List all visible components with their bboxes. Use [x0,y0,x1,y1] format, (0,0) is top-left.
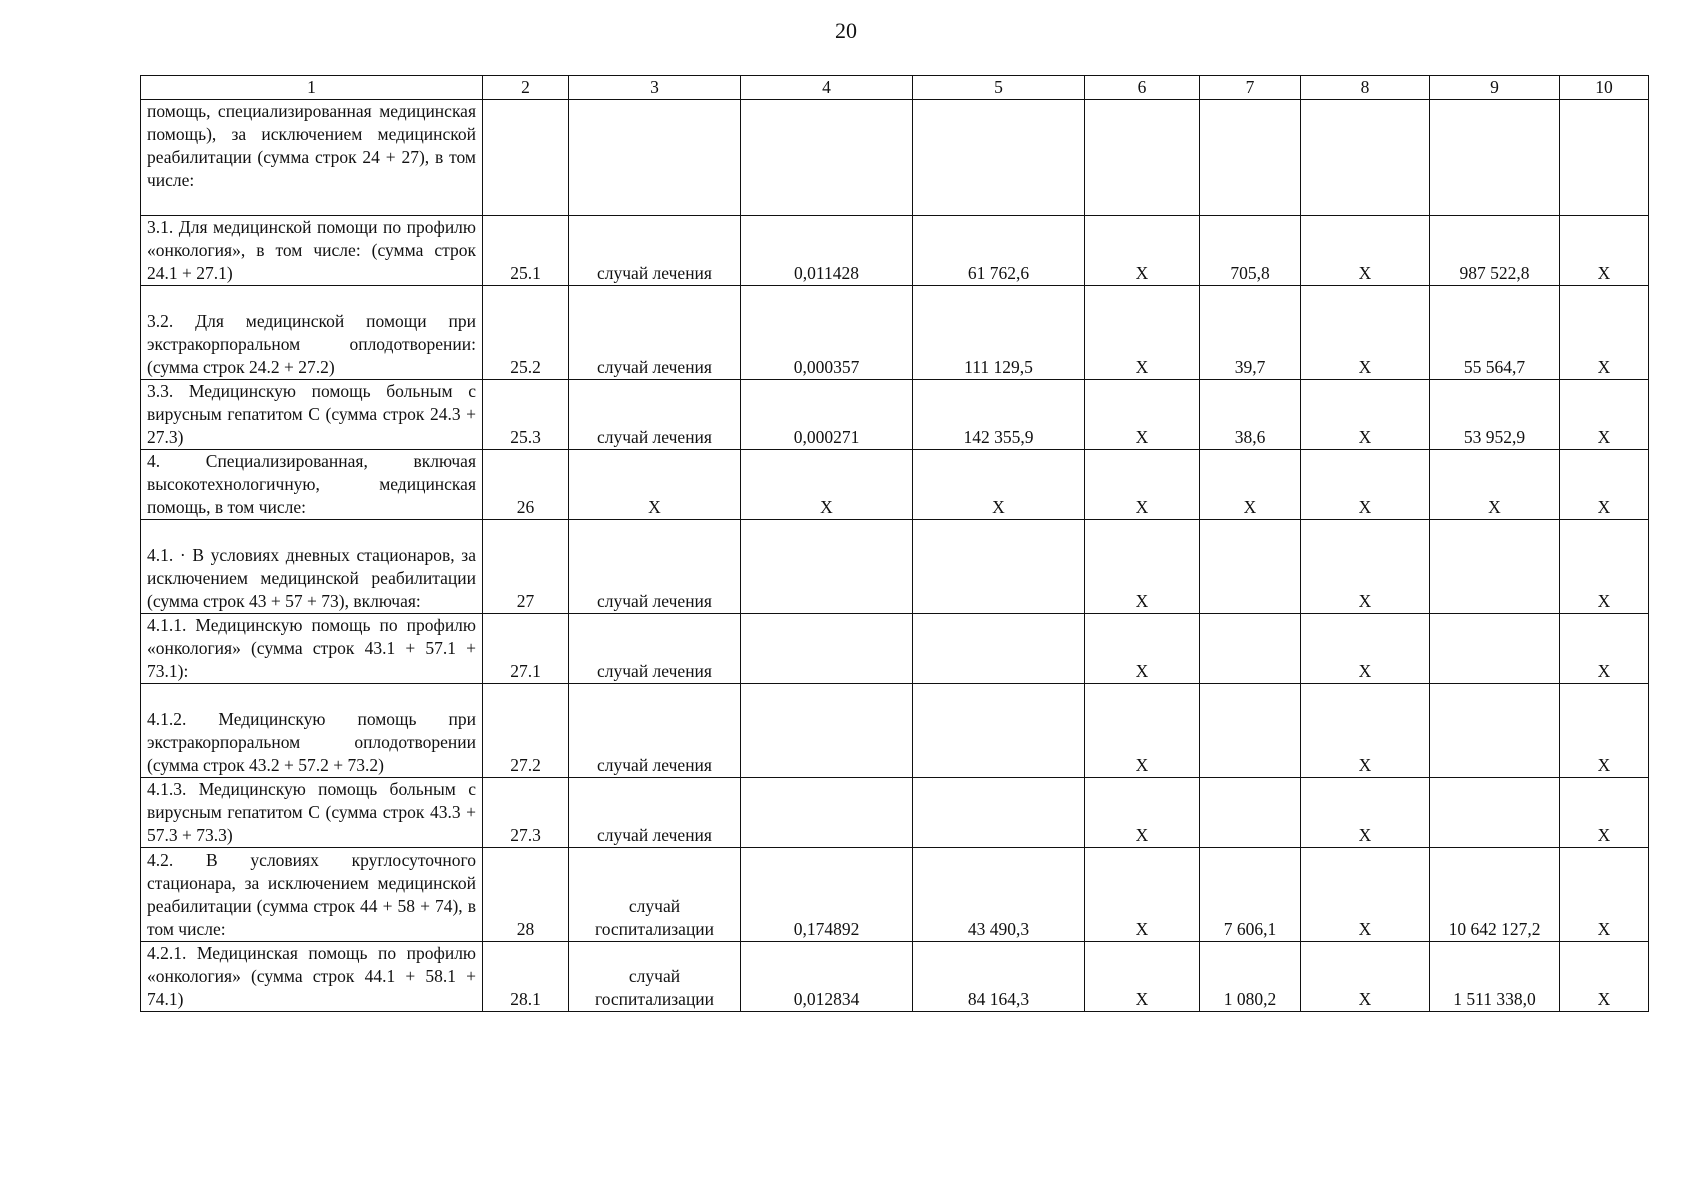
table-row [141,942,1649,1012]
row-col10: X [1560,520,1649,614]
column-header: 8 [1301,76,1430,100]
row-norm: 0,012834 [741,942,913,1012]
row-col10: X [1560,778,1649,848]
row-col9: X [1430,450,1560,520]
row-col7: X [1200,450,1301,520]
row-col9 [1430,684,1560,778]
row-col8: X [1301,380,1430,450]
column-header: 3 [569,76,741,100]
row-norm [741,520,913,614]
row-col7 [1200,520,1301,614]
row-col9: 10 642 127,2 [1430,848,1560,942]
row-col10: X [1560,216,1649,286]
row-description: 3.3. Медицинскую помощь больным с вирусным гепатитом С (сумма строк 24.3 + 27.3) [141,380,483,450]
row-description: 3.1. Для медицинской помощи по профилю «онкология», в том числе: (сумма строк 24.1 + 27.1) [141,216,483,286]
row-col10 [1560,100,1649,216]
row-line-number: 27.2 [483,684,569,778]
row-description: 4.2.1. Медицинская помощь по профилю «онкология» (сумма строк 44.1 + 58.1 + 74.1) [141,942,483,1012]
row-col8: X [1301,684,1430,778]
column-header: 10 [1560,76,1649,100]
row-col8: X [1301,942,1430,1012]
row-col8: X [1301,286,1430,380]
row-col9 [1430,100,1560,216]
row-col6: X [1085,848,1200,942]
row-col7: 7 606,1 [1200,848,1301,942]
row-cost: 84 164,3 [913,942,1085,1012]
row-col9: 987 522,8 [1430,216,1560,286]
row-description: 4.1.2. Медицинскую помощь при экстракорпоральном оплодотворении (сумма строк 43.2 + 57.2 + 73.2) [141,684,483,778]
row-col10: X [1560,942,1649,1012]
row-col7 [1200,614,1301,684]
row-col10: X [1560,380,1649,450]
row-unit: случай лечения [569,614,741,684]
row-col10: X [1560,614,1649,684]
table-row [141,614,1649,684]
row-col6: X [1085,614,1200,684]
row-description: 4.1.3. Медицинскую помощь больным с вирусным гепатитом С (сумма строк 43.3 + 57.3 + 73.3) [141,778,483,848]
row-col6: X [1085,520,1200,614]
row-col8: X [1301,778,1430,848]
row-cost: 111 129,5 [913,286,1085,380]
row-norm: 0,011428 [741,216,913,286]
row-col6: X [1085,286,1200,380]
row-unit: случай госпитализации [569,942,741,1012]
table-row [141,848,1649,942]
row-unit: X [569,450,741,520]
column-header: 5 [913,76,1085,100]
row-unit [569,100,741,216]
row-col6: X [1085,942,1200,1012]
row-cost: 61 762,6 [913,216,1085,286]
row-col9: 55 564,7 [1430,286,1560,380]
row-line-number: 25.1 [483,216,569,286]
row-col10: X [1560,684,1649,778]
table-row [141,684,1649,778]
table-row [141,100,1649,216]
row-cost [913,614,1085,684]
row-description: 4. Специализированная, включая высокотехнологичную, медицинская помощь, в том числе: [141,450,483,520]
row-norm [741,778,913,848]
row-col7 [1200,778,1301,848]
row-col9: 53 952,9 [1430,380,1560,450]
row-norm [741,100,913,216]
row-description: 4.1. · В условиях дневных стационаров, за исключением медицинской реабилитации (сумма строк 43 + 57 + 73), включая: [141,520,483,614]
row-unit: случай лечения [569,778,741,848]
row-unit: случай лечения [569,684,741,778]
row-unit: случай лечения [569,380,741,450]
row-col10: X [1560,450,1649,520]
row-col8: X [1301,450,1430,520]
table-row [141,520,1649,614]
row-description: помощь, специализированная медицинская помощь), за исключением медицинской реабилитации (сумма строк 24 + 27), в том числе: [141,100,483,216]
row-col9 [1430,778,1560,848]
row-cost: 43 490,3 [913,848,1085,942]
row-cost [913,520,1085,614]
row-col10: X [1560,286,1649,380]
row-col9 [1430,614,1560,684]
row-description: 4.2. В условиях круглосуточного стационара, за исключением медицинской реабилитации (сумма строк 44 + 58 + 74), в том числе: [141,848,483,942]
row-col8 [1301,100,1430,216]
row-col7 [1200,684,1301,778]
row-line-number: 27.3 [483,778,569,848]
row-cost [913,778,1085,848]
column-header: 7 [1200,76,1301,100]
table-row [141,380,1649,450]
row-norm: 0,174892 [741,848,913,942]
row-norm [741,614,913,684]
row-norm [741,684,913,778]
row-line-number: 26 [483,450,569,520]
row-line-number: 28.1 [483,942,569,1012]
row-col7: 1 080,2 [1200,942,1301,1012]
header-row [141,76,1649,100]
row-unit: случай лечения [569,286,741,380]
row-norm: X [741,450,913,520]
table-row [141,286,1649,380]
row-col8: X [1301,848,1430,942]
row-col7: 38,6 [1200,380,1301,450]
row-line-number: 25.2 [483,286,569,380]
row-col6 [1085,100,1200,216]
row-description: 4.1.1. Медицинскую помощь по профилю «онкология» (сумма строк 43.1 + 57.1 + 73.1): [141,614,483,684]
row-description: 3.2. Для медицинской помощи при экстракорпоральном оплодотворении: (сумма строк 24.2 + 27.2) [141,286,483,380]
row-line-number: 25.3 [483,380,569,450]
row-col6: X [1085,778,1200,848]
row-col7: 39,7 [1200,286,1301,380]
row-col6: X [1085,380,1200,450]
row-unit: случай госпитализации [569,848,741,942]
table-row [141,450,1649,520]
row-cost: 142 355,9 [913,380,1085,450]
column-header: 2 [483,76,569,100]
row-col8: X [1301,520,1430,614]
row-cost [913,100,1085,216]
column-header: 9 [1430,76,1560,100]
row-col9 [1430,520,1560,614]
row-col8: X [1301,614,1430,684]
row-col10: X [1560,848,1649,942]
table-row [141,778,1649,848]
row-cost: X [913,450,1085,520]
row-cost [913,684,1085,778]
row-line-number: 27.1 [483,614,569,684]
row-unit: случай лечения [569,520,741,614]
row-norm: 0,000357 [741,286,913,380]
column-header: 6 [1085,76,1200,100]
table-row [141,216,1649,286]
data-table [140,75,1649,1012]
row-line-number [483,100,569,216]
row-line-number: 28 [483,848,569,942]
row-col7 [1200,100,1301,216]
row-col6: X [1085,684,1200,778]
row-col9: 1 511 338,0 [1430,942,1560,1012]
page-number: 20 [835,18,857,43]
column-header: 1 [141,76,483,100]
row-col8: X [1301,216,1430,286]
row-col7: 705,8 [1200,216,1301,286]
row-norm: 0,000271 [741,380,913,450]
column-header: 4 [741,76,913,100]
row-unit: случай лечения [569,216,741,286]
row-line-number: 27 [483,520,569,614]
row-col6: X [1085,450,1200,520]
row-col6: X [1085,216,1200,286]
